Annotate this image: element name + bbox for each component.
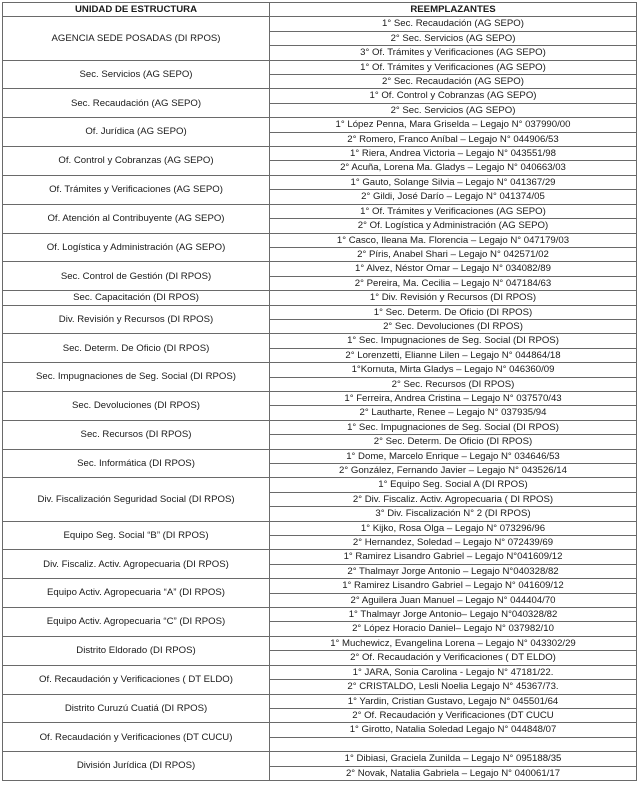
replacement-cell: 2° Sec. Recaudación (AG SEPO) (270, 75, 637, 89)
column-header-replacements: REEMPLAZANTES (270, 3, 637, 17)
unit-cell: AGENCIA SEDE POSADAS (DI RPOS) (3, 17, 270, 60)
table-row (3, 204, 637, 218)
unit-cell: Sec. Recaudación (AG SEPO) (3, 89, 270, 118)
replacement-cell: 1° Ramirez Lisandro Gabriel – Legajo N°041609/12 (270, 550, 637, 564)
table-row (3, 420, 637, 434)
replacement-cell: 3° Div. Fiscalización N° 2 (DI RPOS) (270, 507, 637, 521)
replacement-cell: 1° Sec. Impugnaciones de Seg. Social (DI RPOS) (270, 334, 637, 348)
replacement-cell: 1° Sec. Determ. De Oficio (DI RPOS) (270, 305, 637, 319)
unit-cell: Of. Jurídica (AG SEPO) (3, 118, 270, 147)
replacement-cell: 1° Sec. Recaudación (AG SEPO) (270, 17, 637, 31)
replacement-cell: 2° Aguilera Juan Manuel – Legajo N° 044404/70 (270, 593, 637, 607)
replacement-cell: 1° JARA, Sonia Carolina - Legajo N° 47181/22. (270, 665, 637, 679)
replacement-cell: 1°Kornuta, Mirta Gladys – Legajo N° 046360/09 (270, 363, 637, 377)
unit-cell: Distrito Eldorado (DI RPOS) (3, 636, 270, 665)
replacement-cell: 1° Girotto, Natalia Soledad Legajo N° 044848/07 (270, 723, 637, 737)
replacement-cell: 1° Yardin, Cristian Gustavo, Legajo N° 045501/64 (270, 694, 637, 708)
replacement-cell: 2° Of. Logística y Administración (AG SEPO) (270, 219, 637, 233)
replacement-cell: 1° Dibiasi, Graciela Zunilda – Legajo N° 095188/35 (270, 752, 637, 766)
unit-cell: Of. Trámites y Verificaciones (AG SEPO) (3, 175, 270, 204)
unit-cell: Sec. Servicios (AG SEPO) (3, 60, 270, 89)
table-row (3, 305, 637, 319)
replacement-cell: 2° Sec. Determ. De Oficio (DI RPOS) (270, 435, 637, 449)
replacement-cell: 1° Kijko, Rosa Olga – Legajo N° 073296/96 (270, 521, 637, 535)
table-row (3, 478, 637, 492)
unit-cell: Sec. Control de Gestión (DI RPOS) (3, 262, 270, 291)
unit-cell: Equipo Seg. Social “B” (DI RPOS) (3, 521, 270, 550)
table-row (3, 89, 637, 103)
replacement-cell: 1° Thalmayr Jorge Antonio– Legajo N°040328/82 (270, 608, 637, 622)
table-row (3, 521, 637, 535)
table-row (3, 579, 637, 593)
table-row (3, 665, 637, 679)
replacement-cell: 2° Lorenzetti, Elianne Lilen – Legajo N° 044864/18 (270, 348, 637, 362)
table-row (3, 608, 637, 622)
table-row (3, 147, 637, 161)
table-row (3, 363, 637, 377)
table-row (3, 118, 637, 132)
replacement-cell: 2° CRISTALDO, Lesli Noelia Legajo N° 45367/73. (270, 680, 637, 694)
unit-cell: Sec. Recursos (DI RPOS) (3, 420, 270, 449)
replacement-cell: 1° López Penna, Mara Griselda – Legajo N° 037990/00 (270, 118, 637, 132)
unit-cell: Sec. Capacitación (DI RPOS) (3, 291, 270, 305)
replacement-cell: 1° Of. Trámites y Verificaciones (AG SEPO) (270, 60, 637, 74)
replacement-cell: 2° Sec. Devoluciones (DI RPOS) (270, 319, 637, 333)
table-row (3, 60, 637, 74)
replacement-cell: 2° López Horacio Daniel– Legajo N° 037982/10 (270, 622, 637, 636)
replacements-table (2, 2, 637, 781)
unit-cell: Sec. Impugnaciones de Seg. Social (DI RPOS) (3, 363, 270, 392)
unit-cell: Equipo Activ. Agropecuaria “C” (DI RPOS) (3, 608, 270, 637)
table-row (3, 334, 637, 348)
table-row (3, 752, 637, 766)
unit-cell: División Jurídica (DI RPOS) (3, 752, 270, 781)
replacement-cell: 1° Riera, Andrea Victoria – Legajo N° 043551/98 (270, 147, 637, 161)
unit-cell: Of. Control y Cobranzas (AG SEPO) (3, 147, 270, 176)
replacement-cell: 1° Ferreira, Andrea Cristina – Legajo N° 037570/43 (270, 391, 637, 405)
table-row (3, 291, 637, 305)
unit-cell: Sec. Determ. De Oficio (DI RPOS) (3, 334, 270, 363)
unit-cell: Of. Recaudación y Verificaciones (DT CUCU) (3, 723, 270, 752)
replacement-cell: 2° Sec. Recursos (DI RPOS) (270, 377, 637, 391)
replacement-cell: 1° Alvez, Néstor Omar – Legajo N° 034082/89 (270, 262, 637, 276)
replacement-cell: 1° Of. Trámites y Verificaciones (AG SEPO) (270, 204, 637, 218)
unit-cell: Div. Fiscalización Seguridad Social (DI RPOS) (3, 478, 270, 521)
replacement-cell: 2° Hernandez, Soledad – Legajo N° 072439/69 (270, 536, 637, 550)
replacement-cell: 2° Novak, Natalia Gabriela – Legajo N° 040061/17 (270, 766, 637, 780)
replacement-cell (270, 737, 637, 751)
table-row (3, 175, 637, 189)
unit-cell: Div. Fiscaliz. Activ. Agropecuaria (DI RPOS) (3, 550, 270, 579)
replacement-cell: 2° Sec. Servicios (AG SEPO) (270, 31, 637, 45)
replacement-cell: 1° Sec. Impugnaciones de Seg. Social (DI RPOS) (270, 420, 637, 434)
table-row (3, 391, 637, 405)
replacement-cell: 1° Muchewicz, Evangelina Lorena – Legajo N° 043302/29 (270, 636, 637, 650)
unit-cell: Distrito Curuzú Cuatiá (DI RPOS) (3, 694, 270, 723)
replacement-cell: 2° Of. Recaudación y Verificaciones (DT CUCU (270, 708, 637, 722)
column-header-unit: UNIDAD DE ESTRUCTURA (3, 3, 270, 17)
table-row (3, 262, 637, 276)
replacement-cell: 1° Casco, Ileana Ma. Florencia – Legajo N° 047179/03 (270, 233, 637, 247)
table-row (3, 449, 637, 463)
replacement-cell: 2° Lautharte, Renee – Legajo N° 037935/94 (270, 406, 637, 420)
replacement-cell: 1° Of. Control y Cobranzas (AG SEPO) (270, 89, 637, 103)
replacement-cell: 3° Of. Trámites y Verificaciones (AG SEPO) (270, 46, 637, 60)
replacement-cell: 2° Acuña, Lorena Ma. Gladys – Legajo N° 040663/03 (270, 161, 637, 175)
table-body (3, 17, 637, 781)
replacement-cell: 2° Romero, Franco Aníbal – Legajo N° 044906/53 (270, 132, 637, 146)
replacement-cell: 1° Ramirez Lisandro Gabriel – Legajo N° 041609/12 (270, 579, 637, 593)
replacement-cell: 2° Thalmayr Jorge Antonio – Legajo N°040328/82 (270, 564, 637, 578)
table-header-row (3, 3, 637, 17)
unit-cell: Of. Atención al Contribuyente (AG SEPO) (3, 204, 270, 233)
replacement-cell: 2° Gildi, José Darío – Legajo N° 041374/05 (270, 190, 637, 204)
unit-cell: Of. Recaudación y Verificaciones ( DT ELDO) (3, 665, 270, 694)
unit-cell: Sec. Devoluciones (DI RPOS) (3, 391, 270, 420)
table-row (3, 694, 637, 708)
replacement-cell: 1° Gauto, Solange Silvia – Legajo N° 041367/29 (270, 175, 637, 189)
table-row (3, 17, 637, 31)
replacement-cell: 1° Div. Revisión y Recursos (DI RPOS) (270, 291, 637, 305)
table-row (3, 636, 637, 650)
replacement-cell: 2° Of. Recaudación y Verificaciones ( DT ELDO) (270, 651, 637, 665)
unit-cell: Equipo Activ. Agropecuaria “A” (DI RPOS) (3, 579, 270, 608)
table-row (3, 550, 637, 564)
replacement-cell: 2° Div. Fiscaliz. Activ. Agropecuaria ( DI RPOS) (270, 492, 637, 506)
replacement-cell: 2° Píris, Anabel Shari – Legajo N° 042571/02 (270, 247, 637, 261)
replacement-cell: 1° Dome, Marcelo Enrique – Legajo N° 034646/53 (270, 449, 637, 463)
unit-cell: Sec. Informática (DI RPOS) (3, 449, 270, 478)
replacement-cell: 2° González, Fernando Javier – Legajo N° 043526/14 (270, 464, 637, 478)
replacement-cell: 1° Equipo Seg. Social A (DI RPOS) (270, 478, 637, 492)
unit-cell: Of. Logística y Administración (AG SEPO) (3, 233, 270, 262)
table-row (3, 723, 637, 737)
replacement-cell: 2° Pereira, Ma. Cecilia – Legajo N° 047184/63 (270, 276, 637, 290)
replacement-cell: 2° Sec. Servicios (AG SEPO) (270, 103, 637, 117)
table-row (3, 233, 637, 247)
unit-cell: Div. Revisión y Recursos (DI RPOS) (3, 305, 270, 334)
